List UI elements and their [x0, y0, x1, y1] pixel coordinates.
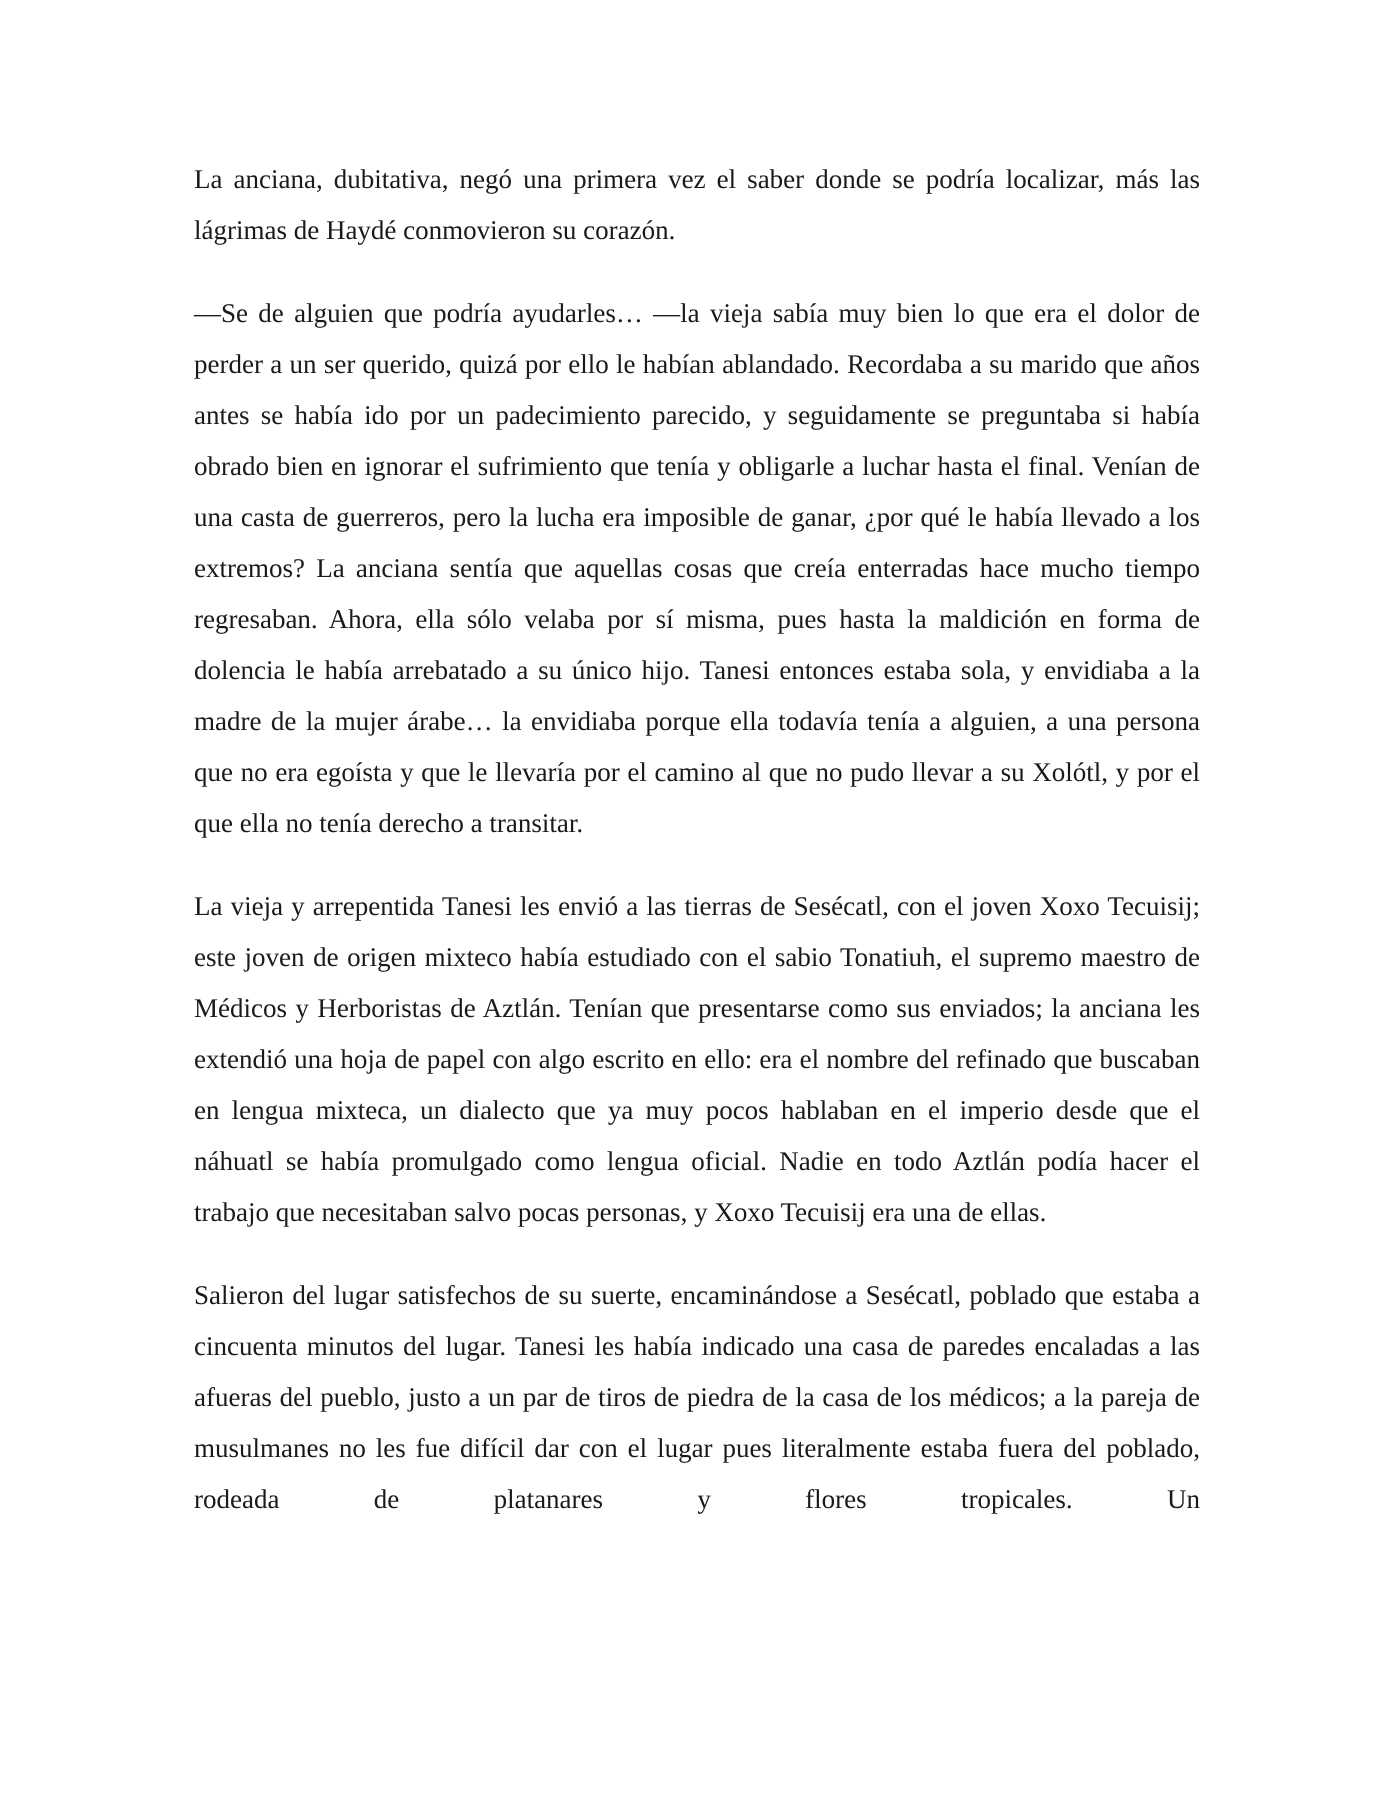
paragraph-4: Salieron del lugar satisfechos de su suerte, encaminándose a Sesécatl, poblado que estaba a cincuenta minutos del lugar. Tanesi les había indicado una casa de paredes encaladas a las afueras del pueblo, justo a un par de tiros de piedra de la casa de los médicos; a la pareja de musulmanes no les fue difícil dar con el lugar pues literalmente estaba fuera del poblado, rodeada de platanares y flores tropicales. Un: [194, 1280, 1200, 1514]
body-text: [194, 154, 1200, 1525]
paragraph-3: La vieja y arrepentida Tanesi les envió a las tierras de Sesécatl, con el joven Xoxo Tecuisij; este joven de origen mixteco había estudiado con el sabio Tonatiuh, el supremo maestro de Médicos y Herboristas de Aztlán. Tenían que presentarse como sus enviados; la anciana les extendió una hoja de papel con algo escrito en ello: era el nombre del refinado que buscaban en lengua mixteca, un dialecto que ya muy pocos hablaban en el imperio desde que el náhuatl se había promulgado como lengua oficial. Nadie en todo Aztlán podía hacer el trabajo que necesitaban salvo pocas personas, y Xoxo Tecuisij era una de ellas.: [194, 891, 1200, 1227]
paragraph-1: La anciana, dubitativa, negó una primera vez el saber donde se podría localizar, más las lágrimas de Haydé conmovieron su corazón.: [194, 164, 1200, 245]
paragraph-2: —Se de alguien que podría ayudarles… —la vieja sabía muy bien lo que era el dolor de perder a un ser querido, quizá por ello le habían ablandado. Recordaba a su marido que años antes se había ido por un padecimiento parecido, y seguidamente se preguntaba si había obrado bien en ignorar el sufrimiento que tenía y obligarle a luchar hasta el final. Venían de una casta de guerreros, pero la lucha era imposible de ganar, ¿por qué le había llevado a los extremos? La anciana sentía que aquellas cosas que creía enterradas hace mucho tiempo regresaban. Ahora, ella sólo velaba por sí misma, pues hasta la maldición en forma de dolencia le había arrebatado a su único hijo. Tanesi entonces estaba sola, y envidiaba a la madre de la mujer árabe… la envidiaba porque ella todavía tenía a alguien, a una persona que no era egoísta y que le llevaría por el camino al que no pudo llevar a su Xolótl, y por el que ella no tenía derecho a transitar.: [194, 298, 1200, 838]
